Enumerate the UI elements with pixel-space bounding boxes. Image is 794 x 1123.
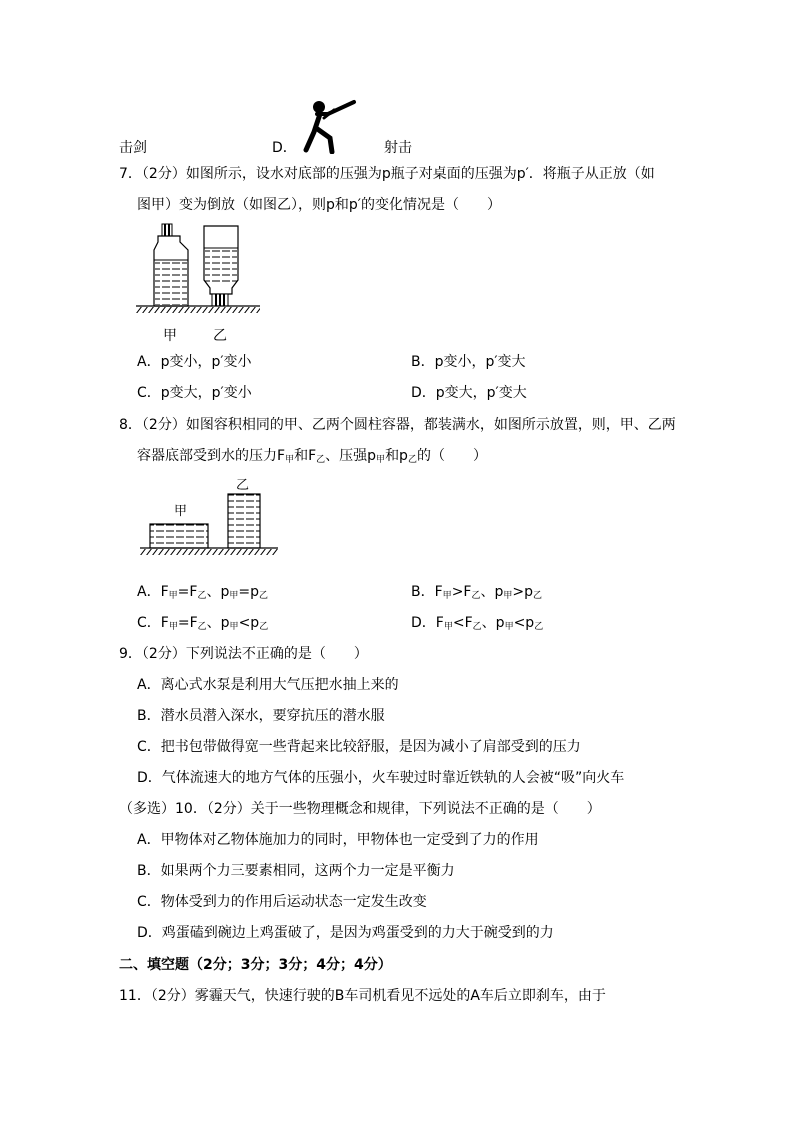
q7-option-a: A．p变小，p′变小 (137, 354, 252, 370)
q7-option-d: D．p变大，p′变大 (411, 385, 527, 401)
q10-option-a: A．甲物体对乙物体施加力的同时，甲物体也一定受到了力的作用 (137, 832, 539, 848)
q10-stem: （多选）10．（2分）关于一些物理概念和规律，下列说法不正确的是（ ） (119, 801, 601, 817)
option-d-label: D． (272, 140, 297, 156)
q8-stem-line1: 8．（2分）如图容积相同的甲、乙两个圆柱容器，都装满水，如图所示放置，则，甲、乙两 (119, 417, 676, 433)
q10-option-b: B．如果两个力三要素相同，这两个力一定是平衡力 (137, 863, 455, 879)
q8-fig-label-yi: 乙 (236, 478, 250, 493)
q9-stem: 9．（2分）下列说法不正确的是（ ） (119, 646, 368, 662)
q8-option-c: C．$F_甲=F_乙$、$p_甲<p_乙$ (137, 615, 269, 632)
q7-stem-line2: 图甲）变为倒放（如图乙），则p和p′的变化情况是（ ） (137, 197, 501, 213)
q9-option-a: A．离心式水泵是利用大气压把水抽上来的 (137, 677, 399, 693)
q9-option-d: D．气体流速大的地方气体的压强小，火车驶过时靠近铁轨的人会被“吸”向火车 (137, 770, 625, 786)
q8-fig-label-jia: 甲 (174, 504, 188, 519)
shooter-figure (300, 98, 360, 154)
q8-option-b: B．$F_甲>F_乙$、$p_甲>p_乙$ (411, 584, 543, 601)
section-heading-fill-in: 二、填空题（2分；3分；3分；4分；4分） (119, 957, 392, 973)
q7-option-b: B．p变小，p′变大 (411, 354, 526, 370)
q8-stem-line2: 容器底部受到水的压力$F_甲$和$F_乙$、压强$p_甲$和$p_乙$的（ ） (137, 448, 487, 465)
caption-fencing: 击剑 (119, 140, 147, 156)
q7-fig-label-yi: 乙 (213, 328, 227, 344)
q11-stem-line1: 11．（2分）雾霾天气，快速行驶的B车司机看见不远处的A车后立即刹车，由于 (119, 988, 606, 1004)
q10-option-d: D．鸡蛋磕到碗边上鸡蛋破了，是因为鸡蛋受到的力大于碗受到的力 (137, 925, 554, 941)
q8-option-a: A．$F_甲=F_乙$、$p_甲=p_乙$ (137, 584, 269, 601)
q9-option-b: B．潜水员潜入深水，要穿抗压的潜水服 (137, 708, 385, 724)
caption-shooting: 射击 (384, 140, 412, 156)
q8-container-figure (140, 492, 280, 564)
q7-fig-label-jia: 甲 (163, 328, 177, 344)
q7-stem-line1: 7．（2分）如图所示，设水对底部的压强为p瓶子对桌面的压强为p′．将瓶子从正放（如 (119, 166, 655, 182)
q7-bottle-figure (136, 218, 260, 318)
q9-option-c: C．把书包带做得宽一些背起来比较舒服，是因为减小了肩部受到的压力 (137, 739, 581, 755)
q7-option-c: C．p变大，p′变小 (137, 385, 252, 401)
q10-option-c: C．物体受到力的作用后运动状态一定发生改变 (137, 894, 427, 910)
q8-option-d: D．$F_甲<F_乙$、$p_甲<p_乙$ (411, 615, 544, 632)
